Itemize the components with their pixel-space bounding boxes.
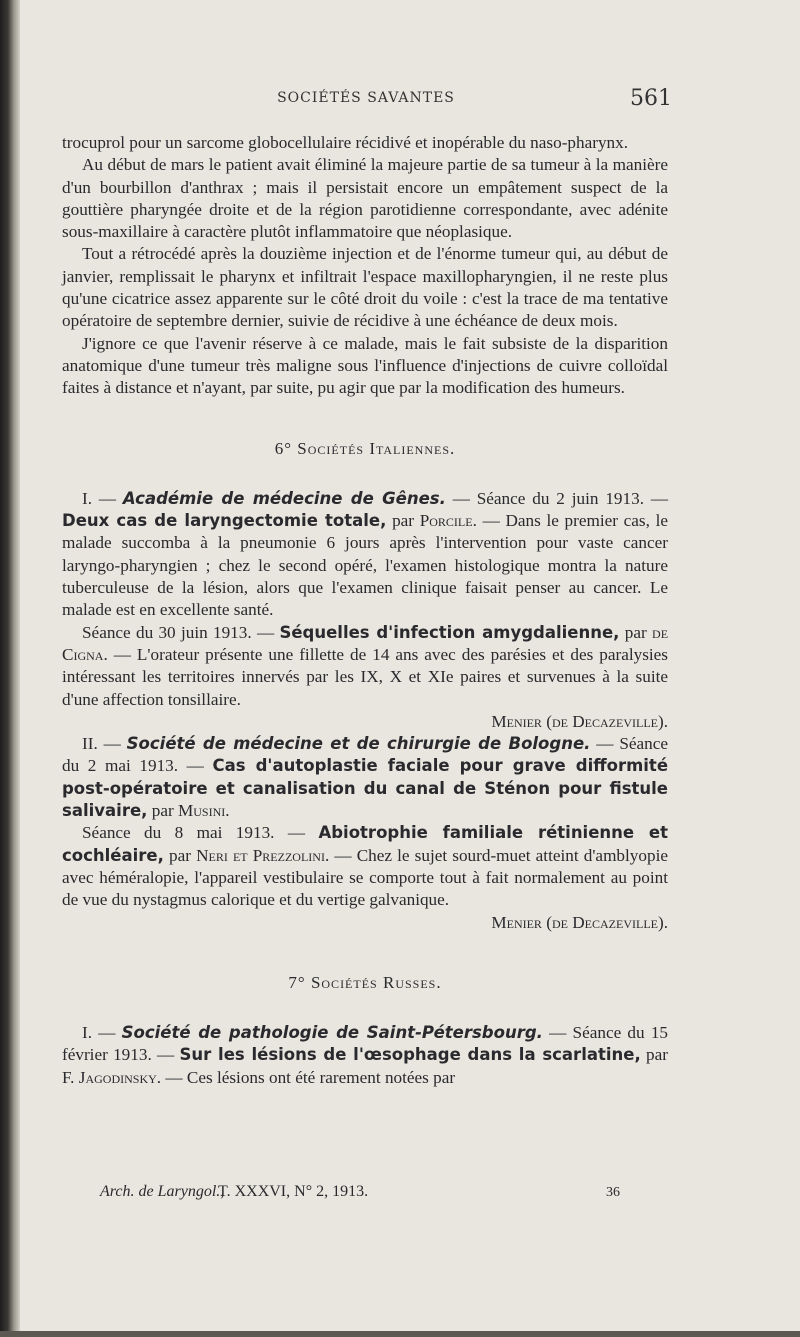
report-entry — [62, 822, 668, 911]
par-word: par — [169, 845, 191, 865]
author-name: Porcile. — [419, 511, 477, 531]
section-heading-russian: 7° Sociétés Russes. — [288, 972, 442, 992]
entry-number: II. — — [82, 734, 121, 754]
society-name: Société de médecine et de chirurgie de Bologne. — [126, 734, 591, 754]
reviewer-signature: Menier (de Decazeville). — [491, 912, 668, 932]
journal-reference: T. XXXVI, N° 2, 1913. — [218, 1183, 369, 1200]
journal-source: Arch. de Laryngol., — [100, 1183, 225, 1200]
par-word: par — [151, 801, 174, 821]
report-title: Abiotrophie familiale rétinienne et cochléaire, — [62, 823, 669, 865]
page-bottom-edge — [0, 1331, 800, 1337]
signature-mark: 36 — [606, 1185, 620, 1200]
page-header — [60, 86, 672, 116]
report-entry — [62, 488, 668, 622]
author-name: F. Jagodinsky. — [62, 1067, 162, 1087]
report-title: Deux cas de laryngectomie totale, — [62, 511, 387, 531]
report-text: — Dans le premier cas, le malade succomba à la pneumonie 6 jours après l'intervention pour vaste cancer laryngo-pharyngien ; chez le second opéré, l'examen histologique montra la nature tuberculeuse de la lésion, alors que l'examen clinique faisait penser au cancer. Le malade est en excellente santé. — [62, 511, 668, 620]
society-name: Société de pathologie de Saint-Pétersbourg. — [121, 1023, 543, 1043]
page-number: 561 — [630, 86, 672, 111]
par-word: par — [392, 511, 415, 531]
report-entry — [62, 733, 668, 822]
body-text — [62, 132, 668, 1089]
session-date: Séance du 30 juin 1913. — — [82, 622, 275, 642]
paragraph: Tout a rétrocédé après la douzième injection et de l'énorme tumeur qui, au début de janvier, remplissait le pharynx et infiltrait l'espace maxillopharyngien, il ne reste plus qu'une cicatrice assez apparente sur le côté droit du voile : c'est la trace de ma tentative opératoire de septembre dernier, suivie de récidive à une échéance de deux mois. — [62, 244, 668, 331]
reviewer-signature: Menier (de Decazeville). — [491, 711, 668, 731]
author-name: Musini. — [177, 801, 230, 821]
report-text: — L'orateur présente une fillette de 14 ans avec des parésies et des paralysies intéressant les territoires innervés par les IX, X et XIe paires et survenues à la suite d'une affection tonsillaire. — [62, 644, 668, 709]
entry-number: I. — — [82, 1023, 116, 1043]
report-entry — [62, 622, 668, 711]
paragraph: J'ignore ce que l'avenir réserve à ce malade, mais le fait subsiste de la disparition anatomique d'une tumeur très maligne sous l'influence d'injections de cuivre colloïdal faites à distance et n'ayant, par suite, pu agir que par la modification des humeurs. — [62, 333, 668, 398]
par-word: par — [646, 1045, 668, 1065]
session-date: — Séance du 15 février 1913. — — [62, 1023, 669, 1065]
report-entry — [62, 1022, 668, 1089]
entry-number: I. — — [82, 488, 117, 508]
section-heading-italian: 6° Sociétés Italiennes. — [274, 438, 456, 458]
author-name: de Cigna. — [62, 622, 669, 664]
par-word: par — [624, 622, 647, 642]
session-date: Séance du 8 mai 1913. — — [82, 823, 306, 843]
session-date: — Séance du 2 mai 1913. — — [62, 734, 669, 776]
page-footer — [100, 1183, 620, 1209]
report-title: Séquelles d'infection amygdalienne, — [279, 622, 620, 642]
session-date: — Séance du 2 juin 1913. — — [452, 488, 669, 508]
author-name: Neri et Prezzolini. — [196, 845, 330, 865]
report-title: Sur les lésions de l'œsophage dans la scarlatine, — [179, 1045, 641, 1065]
paragraph: trocuprol pour un sarcome globocellulaire récidivé et inopérable du naso-pharynx. — [62, 133, 629, 152]
report-text: — Chez le sujet sourd-muet atteint d'amblyopie avec héméralopie, l'appareil vestibulaire se comporte tout à fait normalement au point de vue du nystagmus calorique et du vertige galvanique. — [62, 845, 668, 910]
report-text: — Ces lésions ont été rarement notées par — [165, 1067, 456, 1087]
report-title: Cas d'autoplastie faciale pour grave difformité post-opératoire et canalisation du canal de Sténon pour fistule salivaire, — [62, 756, 669, 821]
paragraph: Au début de mars le patient avait éliminé la majeure partie de sa tumeur à la manière d'un bourbillon d'anthrax ; mais il persistait encore un empâtement suspect de la gouttière pharyngée droite et de la région parotidienne correspondante, avec adénite sous-maxillaire à caractère plutôt inflammatoire que néoplasique. — [62, 155, 668, 242]
running-head: SOCIÉTÉS SAVANTES — [277, 90, 455, 106]
society-name: Académie de médecine de Gênes. — [122, 488, 446, 508]
book-binding-shadow — [0, 0, 20, 1337]
